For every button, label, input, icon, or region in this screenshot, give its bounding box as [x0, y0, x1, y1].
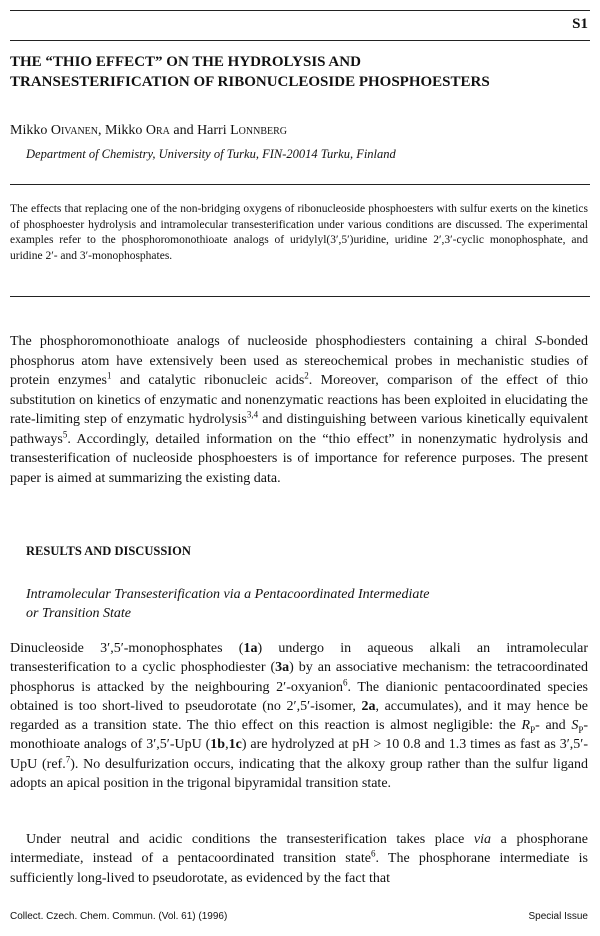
author-separator: and Harri — [169, 123, 231, 138]
section-heading: RESULTS AND DISCUSSION — [26, 544, 191, 558]
text-run: , accumulates), and it may hence be regarded as a transition state. The thio effect on this reaction is almost negligible: the — [10, 698, 588, 734]
introduction-paragraph — [10, 332, 588, 488]
italic-run: S — [535, 334, 543, 349]
text-run: -monothioate analogs of 3′,5′-UpU ( — [10, 718, 588, 753]
title-line-1: THE “THIO EFFECT” ON THE HYDROLYSIS AND — [10, 54, 361, 70]
page-number: S1 — [572, 16, 588, 32]
reference-marker: 5 — [62, 428, 68, 439]
subscript: P — [530, 724, 536, 735]
italic-run: R — [521, 718, 531, 734]
author-list — [10, 123, 287, 139]
reference-marker: 1 — [107, 370, 112, 381]
reference-marker: 2 — [304, 370, 309, 381]
affiliation: Department of Chemistry, University of Turku, FIN-20014 Turku, Finland — [26, 147, 396, 161]
text-run: and catalytic ribonucleic acids — [111, 373, 305, 388]
text-run: ) undergo in aqueous alkali an intramolecular transesterification to a cyclic phosphodiester ( — [10, 641, 589, 676]
header-rule — [10, 40, 590, 41]
text-run: The phosphoromonothioate analogs of nucleoside phosphodiesters containing a chiral — [10, 334, 536, 349]
compound-label: 3a — [275, 660, 290, 676]
text-run: . Moreover, comparison of the effect of thio substitution on kinetics of enzymatic and nonenzymatic reactions has been exploited in elucidating the rate-limiting step of enzymatic hydrolysis — [10, 373, 588, 427]
author-separator: , Mikko — [98, 123, 146, 138]
subsection-heading — [26, 585, 566, 623]
text-run: Under neutral and acidic conditions the transesterification takes place — [26, 832, 474, 847]
body-paragraph-2 — [10, 830, 588, 888]
text-run: . Accordingly, detailed information on the “thio effect” in nonenzymatic hydrolysis and transesterification of nucleoside phosphoesters is of importance for reference purposes. The present paper is aimed at summarizing the existing data. — [10, 431, 588, 486]
issue-label: Special Issue — [528, 911, 588, 922]
text-run: a phosphorane intermediate, instead of a pentacoordinated transition state — [10, 832, 588, 867]
reference-marker: 3,4 — [246, 409, 259, 420]
text-run: . The phosphorane intermediate is sufficiently long-lived to pseudorotate, as evidenced by the fact that — [10, 851, 589, 886]
compound-label: 1b — [210, 737, 226, 753]
body-paragraph-1 — [10, 639, 588, 793]
text-run: , — [225, 737, 229, 753]
text-run: . The dianionic pentacoordinated species obtained is too short-lived to pseudorotate (no 2′,5′-isomer, — [10, 679, 588, 714]
compound-label: 1c — [228, 737, 242, 753]
subscript: P — [578, 724, 584, 735]
author-2-family: Ora — [145, 123, 170, 138]
italic-run: S — [571, 718, 579, 734]
italic-run: via — [473, 832, 492, 847]
title-line-2: TRANSESTERIFICATION OF RIBONUCLEOSIDE PHOSPHOESTERS — [10, 74, 490, 90]
compound-label: 2a — [361, 698, 376, 714]
text-run: - and — [535, 718, 572, 734]
abstract-top-rule — [10, 184, 590, 185]
reference-marker: 6 — [370, 848, 376, 859]
subsection-line-1: Intramolecular Transesterification via a Pentacoordinated Intermediate — [26, 587, 430, 602]
text-run: ) by an associative mechanism: the tetracoordinated phosphorus is attacked by the neighbouring 2′-oxyanion — [10, 660, 588, 695]
subsection-line-2: or Transition State — [26, 606, 132, 621]
article-title — [10, 52, 590, 92]
text-run: Dinucleoside 3′,5′-monophosphates ( — [10, 641, 244, 656]
journal-citation: Collect. Czech. Chem. Commun. (Vol. 61) (1996) — [10, 911, 228, 922]
text-run: ) are hydrolyzed at pH > 10 0.8 and 1.3 times as fast as 3′,5′-UpU (ref. — [10, 737, 588, 772]
compound-label: 1a — [243, 641, 258, 656]
abstract: The effects that replacing one of the non-bridging oxygens of ribonucleoside phosphoesters with sulfur exerts on the kinetics of phosphoester hydrolysis and intramolecular transesterification under various conditions are discussed. The experimental examples refer to the phosphoromonothioate analogs of uridylyl(3′,5′)uridine, uridine 2′,3′-cyclic monophosphate, and uridine 2′- and 3′-monophosphates. — [10, 203, 588, 263]
reference-marker: 6 — [342, 676, 348, 687]
text-run: -bonded phosphorus atom have extensively been used as stereochemical probes in mechanistic studies of protein enzymes — [10, 334, 588, 388]
abstract-bottom-rule — [10, 296, 590, 297]
reference-marker: 7 — [65, 754, 71, 765]
author-3-family: Lonnberg — [230, 123, 288, 138]
author-1-given: Mikko — [10, 123, 51, 138]
text-run: and distinguishing between various kinetically equivalent pathways — [10, 412, 588, 447]
author-1-family: Oivanen — [50, 123, 98, 138]
top-rule — [10, 10, 590, 11]
text-run: ). No desulfurization occurs, indicating that the alkoxy group rather than the sulfur ligand adopts an apical position in the trigonal bipyramidal transition state. — [10, 756, 588, 792]
